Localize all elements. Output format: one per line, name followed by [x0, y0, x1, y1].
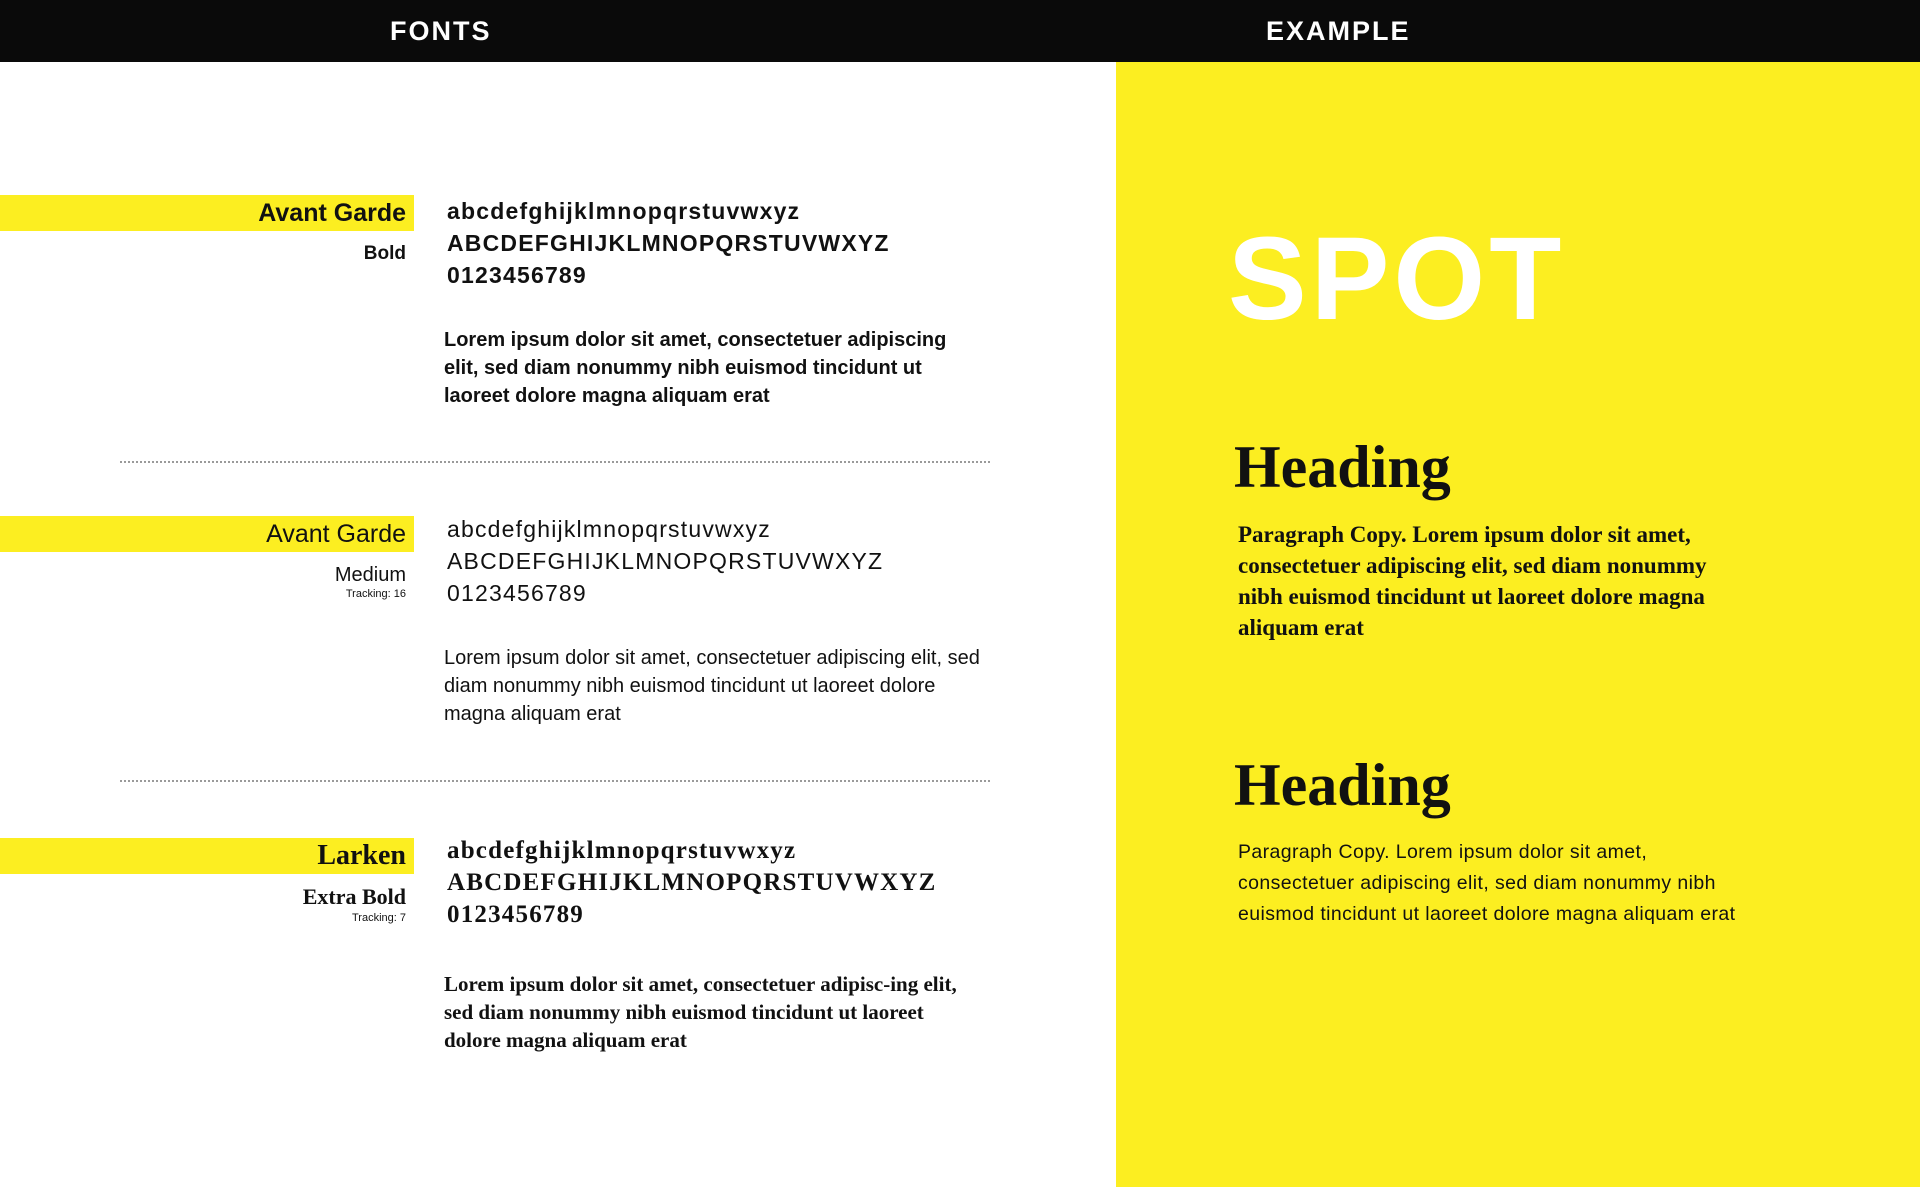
example-column-title: EXAMPLE [1266, 16, 1411, 46]
lowercase-glyphs: abcdefghijklmnopqrstuvwxyz [447, 198, 801, 224]
font-name: Avant Garde [258, 199, 406, 227]
example-paragraph-serif: Paragraph Copy. Lorem ipsum dolor sit amet, consectetuer adipiscing elit, sed diam nonummy nibh euismod tincidunt ut laoreet dolore magna aliquam erat [1238, 522, 1707, 640]
uppercase-glyphs: ABCDEFGHIJKLMNOPQRSTUVWXYZ [447, 230, 890, 256]
section-divider [120, 461, 990, 463]
section-divider [120, 780, 990, 782]
spot-wordmark: SPOT [1228, 213, 1566, 345]
uppercase-glyphs: ABCDEFGHIJKLMNOPQRSTUVWXYZ [447, 869, 937, 896]
example-heading-serif-2: Heading [1234, 752, 1451, 818]
font-name: Larken [317, 840, 406, 871]
font-weight-label: Bold [363, 243, 406, 264]
font-name-band [0, 838, 414, 874]
sample-paragraph: Lorem ipsum dolor sit amet, consectetuer adipisc-ing elit, sed diam nonummy nibh euismod tincidunt ut laoreet dolore magna aliquam erat [444, 972, 957, 1052]
numeral-glyphs: 0123456789 [447, 901, 584, 928]
sample-paragraph: Lorem ipsum dolor sit amet, consectetuer adipiscing elit, sed diam nonummy nibh euismod tincidunt ut laoreet dolore magna aliquam erat [444, 647, 980, 725]
lowercase-glyphs: abcdefghijklmnopqrstuvwxyz [447, 516, 771, 542]
lowercase-glyphs: abcdefghijklmnopqrstuvwxyz [447, 837, 797, 864]
font-weight-label: Extra Bold [302, 884, 406, 909]
sample-paragraph: Lorem ipsum dolor sit amet, consectetuer adipiscing elit, sed diam nonummy nibh euismod tincidunt ut laoreet dolore magna aliquam erat [444, 329, 947, 407]
font-name: Avant Garde [266, 520, 406, 548]
numeral-glyphs: 0123456789 [447, 580, 587, 606]
font-weight-label: Medium [334, 564, 406, 586]
example-paragraph-sans: Paragraph Copy. Lorem ipsum dolor sit amet, consectetuer adipiscing elit, sed diam nonummy nibh euismod tincidunt ut laoreet dolore magna aliquam erat [1238, 841, 1736, 925]
fonts-column-title: FONTS [390, 16, 492, 46]
uppercase-glyphs: ABCDEFGHIJKLMNOPQRSTUVWXYZ [447, 548, 884, 574]
font-name-band [0, 195, 414, 231]
tracking-label: Tracking: 7 [351, 912, 406, 924]
font-name-band [0, 516, 414, 552]
header-bar [0, 0, 1920, 62]
numeral-glyphs: 0123456789 [447, 262, 587, 288]
example-heading-serif: Heading [1234, 434, 1451, 500]
tracking-label: Tracking: 16 [345, 588, 406, 600]
